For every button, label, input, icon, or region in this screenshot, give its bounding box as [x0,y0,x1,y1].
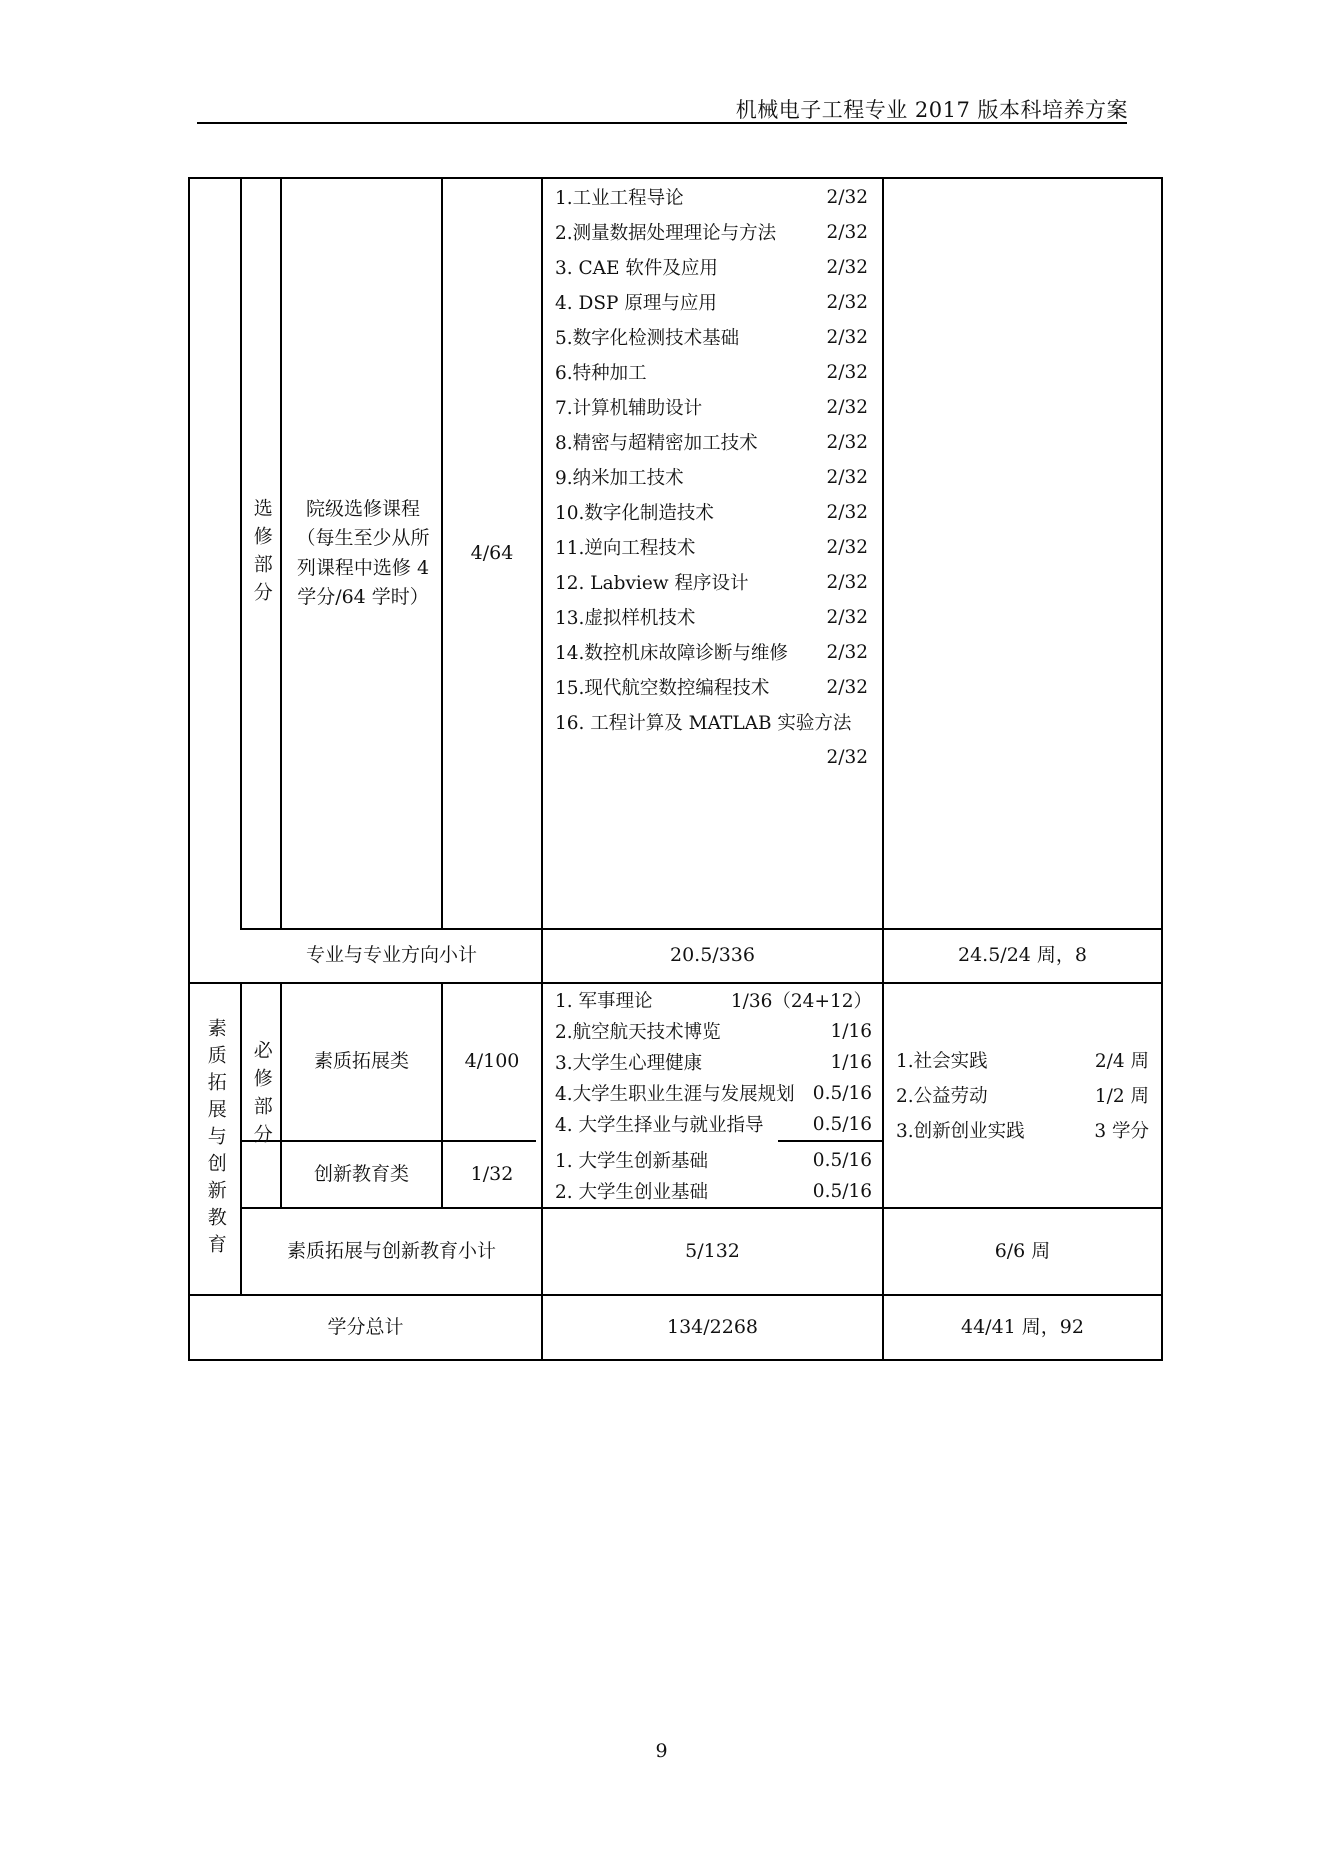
course-name: 8.精密与超精密加工技术 [555,433,758,454]
elective-section-label: 选修部分 [250,497,273,610]
document-header-title: 机械电子工程专业 2017 版本科培养方案 [735,98,1128,122]
course-row [555,602,868,632]
innovation-name: 创新教育类 [313,1162,409,1185]
course-row [555,427,868,457]
practice-row [896,1045,1149,1075]
course-credits: 2/32 [826,326,868,348]
course-row [555,637,868,667]
course-name: 1. 军事理论 [555,991,653,1012]
course-credits: 2/32 [826,431,868,453]
course-name: 9.纳米加工技术 [555,468,684,489]
total-label-cell [190,1296,541,1359]
course-row [555,497,868,527]
major-subtotal-practice-cell [884,930,1161,982]
course-name: 13.虚拟样机技术 [555,608,696,629]
practice-name: 2.公益劳动 [896,1086,988,1107]
course-credits: 2/32 [826,396,868,418]
course-name: 4. DSP 原理与应用 [555,293,717,314]
course-credits: 1/16 [830,1020,872,1042]
major-subtotal-practice: 24.5/24 周，8 [957,944,1087,967]
course-row [555,567,868,597]
course-row [555,1145,872,1175]
practice-value: 3 学分 [1094,1121,1149,1142]
quality-subtotal-practice-cell [884,1209,1161,1294]
course-name: 16. 工程计算及 MATLAB 实验方法 [555,713,852,734]
course-row [555,462,868,492]
course-row [555,287,868,317]
course-credits: 1/16 [830,1051,872,1073]
practice-name: 3.创新创业实践 [896,1121,1025,1142]
course-credits: 0.5/16 [812,1180,872,1202]
course-name: 4.大学生职业生涯与发展规划 [555,1084,795,1105]
course-row-continuation [555,742,868,772]
header-rule [197,122,1127,124]
innovation-course-list [555,1145,872,1205]
practice-name: 1.社会实践 [896,1051,988,1072]
quality-category-cell [190,984,240,1294]
course-row [555,182,868,212]
expansion-credits-cell [443,984,541,1140]
table-border-bottom [188,1359,1163,1361]
page-number: 9 [655,1740,668,1762]
course-credits: 2/32 [826,536,868,558]
course-name: 4. 大学生择业与就业指导 [555,1115,764,1136]
course-row [555,1109,872,1139]
total-practice: 44/41 周，92 [961,1315,1084,1338]
course-row [555,985,872,1015]
course-row [555,672,868,702]
quality-subtotal-credits: 5/132 [685,1239,740,1262]
innovation-credits: 1/32 [470,1162,514,1185]
major-subtotal-credits: 20.5/336 [670,944,755,967]
course-name: 7.计算机辅助设计 [555,398,703,419]
expansion-name: 素质拓展类 [313,1050,409,1073]
course-credits: 2/32 [826,256,868,278]
expansion-name-cell [282,984,441,1140]
practice-row [896,1080,1149,1110]
course-row [555,707,868,737]
major-subtotal-label: 专业与专业方向小计 [305,944,477,967]
quality-subtotal-credits-cell [543,1209,882,1294]
practice-value: 2/4 周 [1094,1051,1149,1072]
column-divider [280,177,282,928]
course-row [555,217,868,247]
total-label: 学分总计 [327,1315,404,1338]
curriculum-table [188,177,1163,1361]
course-credits: 2/32 [826,221,868,243]
elective-credits: 4/64 [470,541,514,564]
course-row [555,1047,872,1077]
course-name: 14.数控机床故障诊断与维修 [555,643,788,664]
major-subtotal-credits-cell [543,930,882,982]
table-border-right [1161,177,1163,1361]
major-subtotal-label-cell [242,930,541,982]
innovation-credits-cell [443,1142,541,1207]
practice-row [896,1115,1149,1145]
course-name: 11.逆向工程技术 [555,538,696,559]
course-credits: 0.5/16 [812,1113,872,1135]
elective-credits-cell [443,179,541,928]
practice-list [896,1045,1149,1145]
course-credits: 2/32 [826,361,868,383]
course-name: 3. CAE 软件及应用 [555,258,718,279]
course-credits: 1/36（24+12） [730,991,872,1012]
practice-value: 1/2 周 [1094,1086,1149,1107]
innovation-name-cell [282,1142,441,1207]
course-row [555,252,868,282]
elective-course-group-cell [294,179,432,928]
course-name: 10.数字化制造技术 [555,503,714,524]
course-credits: 2/32 [826,676,868,698]
course-row [555,322,868,352]
total-credits-cell [543,1296,882,1359]
course-row [555,357,868,387]
course-name: 6.特种加工 [555,363,647,384]
column-divider [882,177,884,1361]
course-credits: 2/32 [826,606,868,628]
course-credits: 2/32 [826,291,868,313]
course-name: 1.工业工程导论 [555,188,684,209]
course-credits: 2/32 [826,641,868,663]
course-credits: 2/32 [826,501,868,523]
course-name: 5.数字化检测技术基础 [555,328,740,349]
elective-course-list [555,182,868,902]
course-credits: 0.5/16 [812,1082,872,1104]
expansion-credits: 4/100 [464,1050,520,1073]
course-name: 2.航空航天技术博览 [555,1022,721,1043]
course-row [555,532,868,562]
course-name: 2. 大学生创业基础 [555,1182,709,1203]
course-name: 2.测量数据处理理论与方法 [555,223,777,244]
course-row [555,1176,872,1206]
total-practice-cell [884,1296,1161,1359]
course-list-divider [778,1140,882,1142]
course-credits: 2/32 [826,466,868,488]
course-name: 3.大学生心理健康 [555,1053,703,1074]
course-row [555,392,868,422]
course-row [555,1078,872,1108]
elective-section-label-cell [242,179,280,928]
quality-category-label: 素质拓展与创新教育 [204,1017,227,1261]
course-row [555,1016,872,1046]
course-credits: 2/32 [826,746,868,768]
quality-subtotal-practice: 6/6 周 [994,1239,1051,1262]
course-credits: 2/32 [826,186,868,208]
required-section-label: 必修部分 [250,1039,273,1152]
course-name: 1. 大学生创新基础 [555,1151,709,1172]
course-credits: 2/32 [826,571,868,593]
quality-subtotal-label-cell [242,1209,541,1294]
course-name: 15.现代航空数控编程技术 [555,678,770,699]
column-divider [541,177,543,1361]
expansion-course-list [555,985,872,1140]
course-name: 12. Labview 程序设计 [555,573,749,594]
total-credits: 134/2268 [666,1315,759,1338]
course-credits: 0.5/16 [812,1149,872,1171]
quality-subtotal-label: 素质拓展与创新教育小计 [286,1239,496,1262]
elective-course-group: 院级选修课程（每生至少从所列课程中选修 4 学分/64 学时） [296,497,430,608]
required-section-label-cell [242,984,280,1207]
